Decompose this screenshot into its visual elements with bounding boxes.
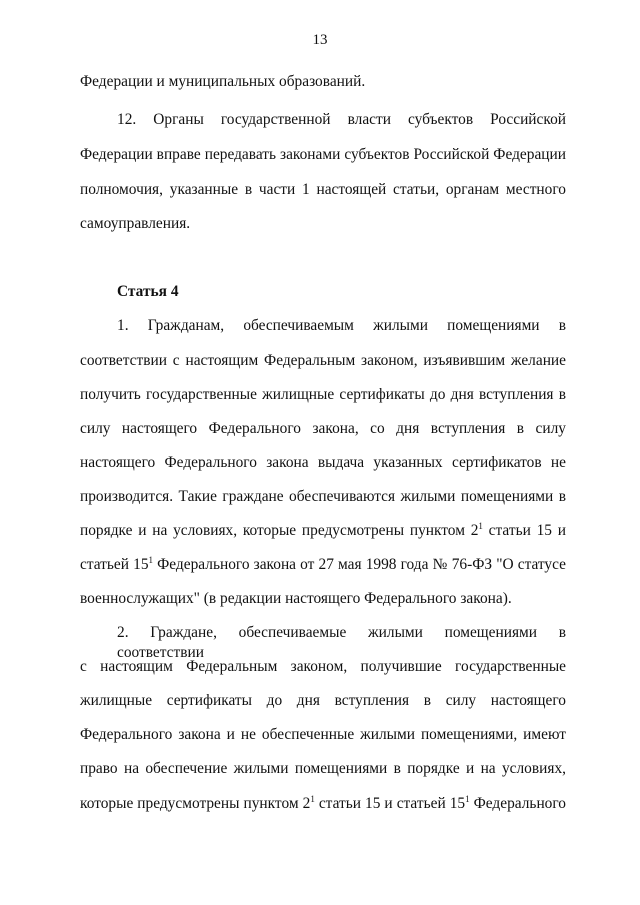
page-number: 13 bbox=[312, 32, 328, 48]
text-line: статьей $15^1$ Федерального закона от 27 мая 1998 года № 76-ФЗ "О статусе bbox=[80, 555, 566, 573]
text-line: с настоящим Федеральным законом, получившие государственные bbox=[80, 658, 566, 675]
text-line: 2. Граждане, обеспечиваемые жилыми помещениями в соответствии bbox=[117, 624, 566, 661]
text-line: 1. Гражданам, обеспечиваемым жилыми помещениями в bbox=[117, 317, 566, 334]
text-line: получить государственные жилищные сертификаты до дня вступления в bbox=[80, 386, 566, 403]
text-line: соответствии с настоящим Федеральным законом, изъявившим желание bbox=[80, 352, 566, 369]
text-line: порядке и на условиях, которые предусмотрены пунктом $2^1$ статьи 15 и bbox=[80, 521, 566, 539]
text-line: самоуправления. bbox=[80, 215, 191, 232]
text-line: 12. Органы государственной власти субъектов Российской bbox=[117, 111, 566, 128]
text-line: право на обеспечение жилыми помещениями в порядке и на условиях, bbox=[80, 760, 566, 777]
text-line: Федерации вправе передавать законами субъектов Российской Федерации bbox=[80, 146, 566, 163]
text-line: жилищные сертификаты до дня вступления в силу настоящего bbox=[80, 692, 566, 709]
text-line: военнослужащих" (в редакции настоящего Федерального закона). bbox=[80, 590, 512, 607]
text-line: силу настоящего Федерального закона, со дня вступления в силу bbox=[80, 420, 566, 437]
text-line: полномочия, указанные в части 1 настоящей статьи, органам местного bbox=[80, 181, 566, 198]
text-line: Федерации и муниципальных образований. bbox=[80, 73, 366, 90]
text-line: Федерального закона и не обеспеченные жилыми помещениями, имеют bbox=[80, 726, 566, 743]
text-line: производится. Такие граждане обеспечиваются жилыми помещениями в bbox=[80, 488, 566, 505]
text-line: настоящего Федерального закона выдача указанных сертификатов не bbox=[80, 454, 566, 471]
text-line: которые предусмотрены пунктом $2^1$ статьи 15 и статьей $15^1$ Федерального bbox=[80, 794, 566, 812]
article-heading: Статья 4 bbox=[117, 283, 179, 300]
